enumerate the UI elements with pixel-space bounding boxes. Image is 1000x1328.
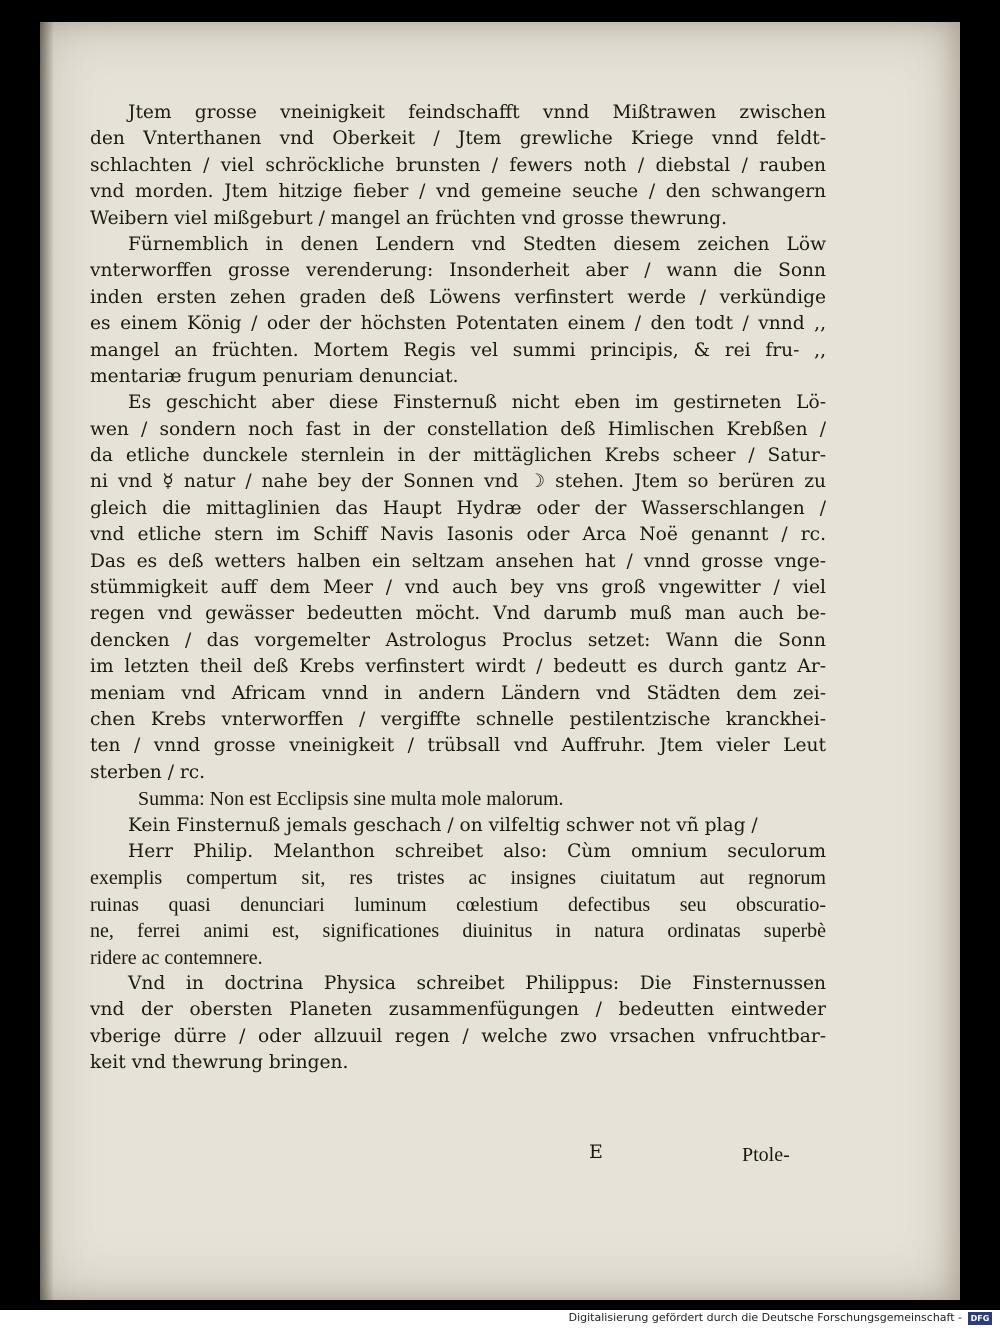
- text-line: da etliche dunckele sternlein in der mittäglichen Krebs scheer / Satur-: [90, 445, 826, 467]
- text-line: im letzten theil deß Krebs verfinstert wirdt / bedeutt es durch gantz Ar-: [90, 656, 826, 678]
- text-line: ni vnd ☿ natur / nahe bey der Sonnen vnd ☽ stehen. Jtem so berüren zu: [90, 471, 826, 493]
- text-line: vnd der obersten Planeten zusammenfügungen / bedeutten eintweder: [90, 999, 826, 1021]
- text-line: stümmigkeit auff dem Meer / vnd auch bey vns groß vngewitter / viel: [90, 577, 826, 599]
- text-line: es einem König / oder der höchsten Potentaten einem / den todt / vnnd ,,: [90, 313, 826, 335]
- text-line: meniam vnd Africam vnnd in andern Ländern vnd Städten dem zei-: [90, 682, 826, 704]
- page-text-block: [90, 100, 826, 1076]
- text-line: keit vnd thewrung bringen.: [90, 1052, 349, 1074]
- text-line: den Vnterthanen vnd Oberkeit / Jtem grewliche Kriege vnnd feldt-: [90, 128, 826, 150]
- signature-mark: E: [589, 1141, 603, 1163]
- text-line: sterben / rc.: [90, 761, 206, 783]
- book-page: [40, 22, 960, 1300]
- text-line: inden ersten zehen graden deß Löwens verfinstert werde / verkündige: [90, 286, 826, 308]
- text-line: regen vnd gewässer bedeutten möcht. Vnd darumb muß man auch be-: [90, 603, 826, 625]
- text-line: ten / vnnd grosse vneinigkeit / trübsall vnd Auffruhr. Jtem vieler Leut: [90, 735, 826, 757]
- catchword: Ptole-: [742, 1144, 790, 1166]
- text-line: Es geschicht aber diese Finsternuß nicht eben im gestirneten Lö-: [128, 392, 826, 414]
- text-line: exemplis compertum sit, res tristes ac insignes ciuitatum aut regnorum: [90, 867, 826, 890]
- text-line: vnterworffen grosse verenderung: Insonderheit aber / wann die Sonn: [90, 260, 826, 282]
- text-line: dencken / das vorgemelter Astrologus Proclus setzet: Wann die Sonn: [90, 629, 826, 651]
- text-line: chen Krebs vnterworffen / vergiffte schnelle pestilentzische kranckhei-: [90, 708, 826, 730]
- text-line: gleich die mittaglinien das Haupt Hydræ oder der Wasserschlangen /: [90, 497, 826, 519]
- text-line: Weibern viel mißgeburt / mangel an früchten vnd grosse thewrung.: [90, 207, 727, 229]
- text-line: Kein Finsternuß jemals geschach / on vilfeltig schwer not vñ plag /: [128, 814, 758, 836]
- text-line: Fürnemblich in denen Lendern vnd Stedten diesem zeichen Löw: [128, 233, 826, 255]
- text-line: Herr Philip. Melanthon schreibet also: Cùm omnium seculorum: [128, 840, 826, 862]
- funding-notice: Digitalisierung gefördert durch die Deutsche Forschungsgemeinschaft -: [568, 1311, 962, 1324]
- text-line: vnd morden. Jtem hitzige fieber / vnd gemeine seuche / den schwangern: [90, 181, 826, 203]
- text-line: Das es deß wetters halben ein seltzam ansehen hat / vnnd grosse vnge-: [90, 550, 826, 572]
- footer-bar: [0, 1310, 1000, 1328]
- text-line: vnd etliche stern im Schiff Navis Iasonis oder Arca Noë genannt / rc.: [90, 524, 826, 546]
- text-line: schlachten / viel schröckliche brunsten / fewers noth / diebstal / rauben: [90, 154, 826, 176]
- text-line: vberige dürre / oder allzuuil regen / welche zwo vrsachen vnfruchtbar-: [90, 1025, 826, 1047]
- text-line: ne, ferrei animi est, significationes diuinitus in natura ordinatas superbè: [90, 920, 826, 943]
- text-line: Summa: Non est Ecclipsis sine multa mole malorum.: [138, 788, 564, 811]
- text-line: wen / sondern noch fast in der constellation deß Himlischen Krebßen /: [90, 418, 826, 440]
- text-line: mentariæ frugum penuriam denunciat.: [90, 365, 459, 387]
- text-line: Jtem grosse vneinigkeit feindschafft vnnd Mißtrawen zwischen: [128, 102, 826, 123]
- dfg-logo: DFG: [968, 1312, 992, 1325]
- text-line: ridere ac contemnere.: [90, 946, 263, 969]
- text-line: mangel an früchten. Mortem Regis vel summi principis, & rei fru- ,,: [90, 339, 826, 361]
- text-line: ruinas quasi denunciari luminum cœlestium defectibus seu obscuratio-: [90, 893, 826, 916]
- text-line: Vnd in doctrina Physica schreibet Philippus: Die Finsternussen: [128, 972, 826, 994]
